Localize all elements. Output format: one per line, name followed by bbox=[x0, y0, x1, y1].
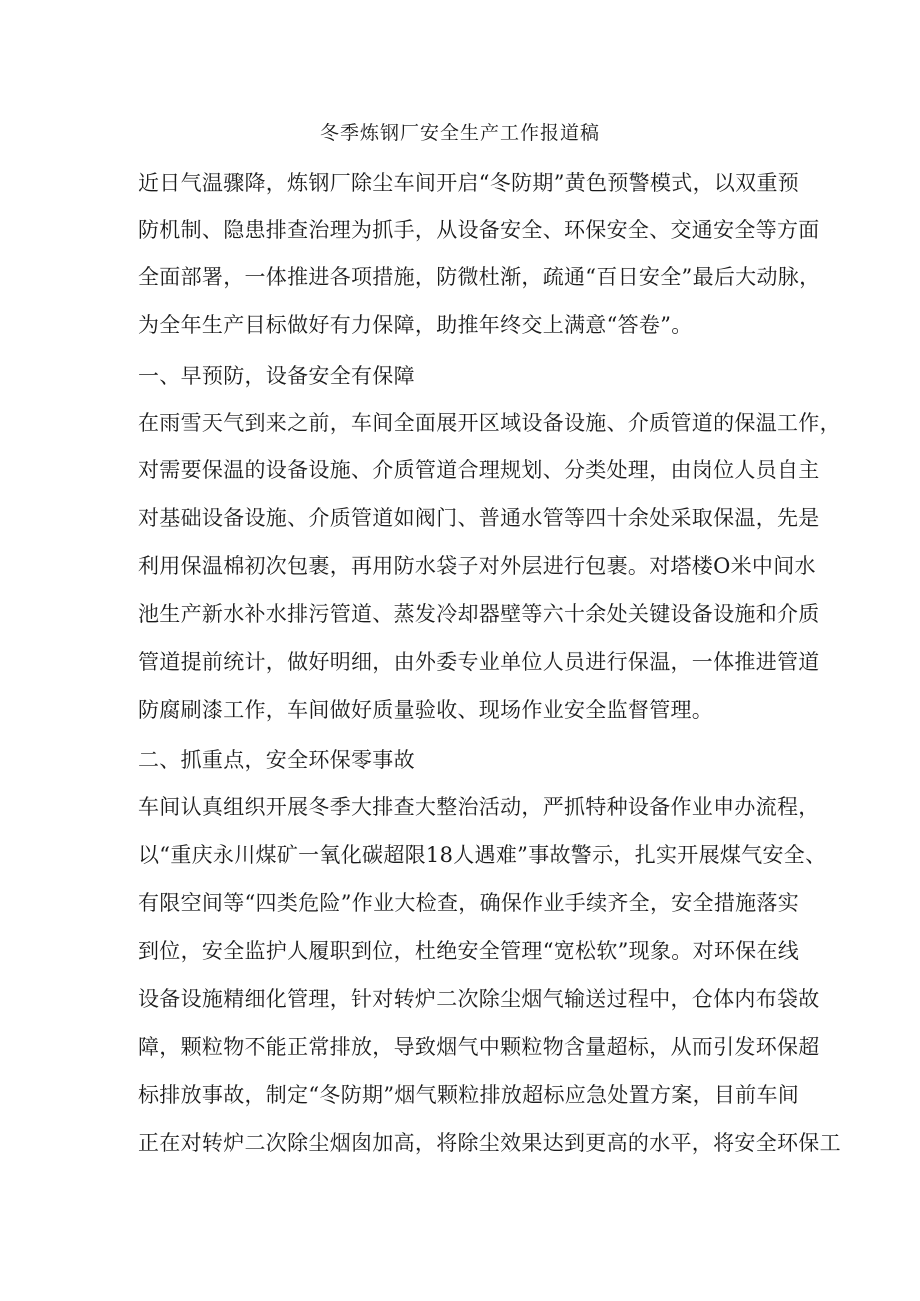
paragraph-line: 对基础设备设施、介质管道如阀门、普通水管等四十余处采取保温，先是 bbox=[138, 506, 820, 530]
paragraph-line: 到位，安全监护人履职到位，杜绝安全管理“宽松软”现象。对环保在线 bbox=[138, 939, 800, 963]
paragraph-line: 标排放事故，制定“冬防期”烟气颗粒排放超标应急处置方案，目前车间 bbox=[138, 1083, 800, 1107]
section-heading-1: 一、早预防，设备安全有保障 bbox=[138, 364, 415, 388]
paragraph-line: 全面部署，一体推进各项措施，防微杜渐，疏通“百日安全”最后大动脉， bbox=[138, 265, 821, 289]
paragraph-line: 对需要保温的设备设施、介质管道合理规划、分类处理，由岗位人员自主 bbox=[138, 458, 820, 482]
paragraph-line: 近日气温骤降，炼钢厂除尘车间开启“冬防期”黄色预警模式，以双重预 bbox=[138, 171, 800, 195]
paragraph-line: 在雨雪天气到来之前，车间全面展开区域设备设施、介质管道的保温工作， bbox=[138, 411, 841, 435]
paragraph-line: 池生产新水补水排污管道、蒸发冷却器壁等六十余处关键设备设施和介质 bbox=[138, 602, 820, 626]
paragraph-line: 以“重庆永川煤矿一氧化碳超限18人遇难”事故警示，扎实开展煤气安全、 bbox=[138, 843, 827, 867]
section-heading-2: 二、抓重点，安全环保零事故 bbox=[138, 748, 415, 772]
paragraph-line: 利用保温棉初次包裹，再用防水袋子对外层进行包裹。对塔楼O米中间水 bbox=[138, 554, 816, 578]
document-title: 冬季炼钢厂安全生产工作报道稿 bbox=[319, 122, 600, 144]
paragraph-line: 障，颗粒物不能正常排放，导致烟气中颗粒物含量超标，从而引发环保超 bbox=[138, 1035, 820, 1059]
paragraph-line: 管道提前统计，做好明细，由外委专业单位人员进行保温，一体推进管道 bbox=[138, 650, 820, 674]
paragraph-line: 正在对转炉二次除尘烟囱加高，将除尘效果达到更高的水平，将安全环保工 bbox=[138, 1131, 841, 1155]
paragraph-line: 为全年生产目标做好有力保障，助推年终交上满意“答卷”。 bbox=[138, 313, 693, 337]
paragraph-line: 设备设施精细化管理，针对转炉二次除尘烟气输送过程中，仓体内布袋故 bbox=[138, 987, 820, 1011]
paragraph-line: 防腐刷漆工作，车间做好质量验收、现场作业安全监督管理。 bbox=[138, 698, 714, 722]
paragraph-line: 车间认真组织开展冬季大排查大整治活动，严抓特种设备作业申办流程， bbox=[138, 795, 820, 819]
paragraph-line: 有限空间等“四类危险”作业大检查，确保作业手续齐全，安全措施落实 bbox=[138, 891, 800, 915]
paragraph-line: 防机制、隐患排查治理为抓手，从设备安全、环保安全、交通安全等方面 bbox=[138, 218, 820, 242]
